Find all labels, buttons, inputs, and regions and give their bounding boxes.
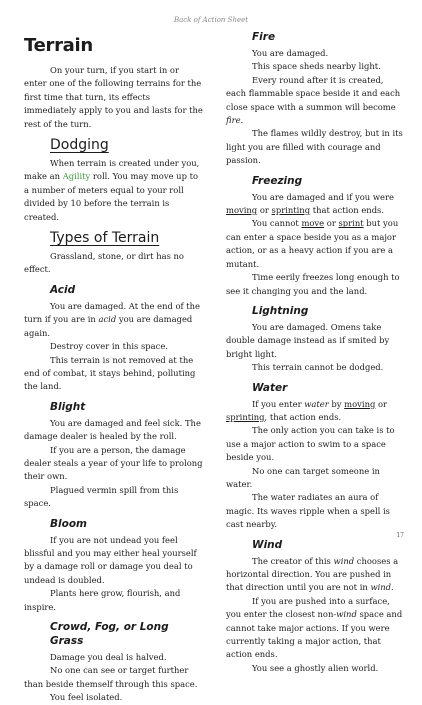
freezing-text-2 xyxy=(226,217,404,271)
wind-text-2c: space and cannot take major actions. If you were currently taking a major action, that action ends. xyxy=(226,609,403,660)
wind-heading: Wind xyxy=(252,538,283,551)
freezing-text-1a: You are damaged and if you were xyxy=(252,191,394,202)
blight-text-3: Plagued vermin spill from this space. xyxy=(24,484,179,509)
crowd-text-2: No one can see or target further than beside themself through this space. xyxy=(24,665,198,689)
acid-heading: Acid xyxy=(50,283,76,296)
freezing-text-1e: that action ends. xyxy=(310,205,385,216)
wind-keyword: wind xyxy=(370,582,392,593)
fire-text-2: This space sheds nearby light. xyxy=(252,61,381,72)
water-text-1a: If you enter xyxy=(252,398,305,409)
acid-text-2: Destroy cover in this space. xyxy=(50,341,168,352)
page-title: Terrain xyxy=(24,35,93,56)
lightning-heading: Lightning xyxy=(252,304,309,317)
acid-text-1 xyxy=(24,300,204,340)
fire-keyword: fire xyxy=(226,115,241,126)
wind-text-2 xyxy=(226,595,404,662)
fire-text-3 xyxy=(226,74,404,128)
water-text-1c: by xyxy=(328,398,345,409)
water-text-2: The only action you can take is to use a major action to swim to a space beside you. xyxy=(226,425,395,463)
water-text-3: No one can target someone in water. xyxy=(226,465,380,489)
fire-text-1: You are damaged. xyxy=(252,48,329,58)
agility-keyword: Agility xyxy=(62,171,91,182)
freezing-text-2a: You cannot xyxy=(252,218,302,229)
water-keyword: water xyxy=(304,398,329,409)
water-text-1g: , that action ends. xyxy=(264,411,342,422)
wind-text-3: You see a ghostly alien world. xyxy=(252,662,379,673)
fire-text-3c: . xyxy=(240,115,244,126)
water-text-1e: or xyxy=(375,398,388,409)
moving-link[interactable]: moving xyxy=(226,205,258,216)
water-heading: Water xyxy=(252,381,288,394)
terrain-intro: On your turn, if you start in or enter one of the following terrains for the first time that turn, its effects immediately apply to you and lasts for the rest of the turn. xyxy=(24,65,203,129)
types-heading: Types of Terrain xyxy=(50,230,160,247)
dodging-heading: Dodging xyxy=(50,137,109,154)
left-column xyxy=(24,30,204,705)
crowd-text-1: Damage you deal is halved. xyxy=(50,652,167,662)
bloom-text-2: Plants here grow, flourish, and inspire. xyxy=(24,588,181,612)
moving-link[interactable]: moving xyxy=(344,398,376,409)
lightning-text-1: You are damaged. Omens take double damage instead as if smited by bright light. xyxy=(226,321,390,359)
water-text-1 xyxy=(226,398,404,425)
blight-heading: Blight xyxy=(50,400,86,413)
right-column xyxy=(226,30,404,675)
bloom-heading: Bloom xyxy=(50,517,87,530)
acid-text-3: This terrain is not removed at the end of combat, it stays behind, polluting the land. xyxy=(24,354,196,392)
wind-keyword: wind xyxy=(333,555,355,566)
wind-text-2a: If you are pushed into a surface, you enter the closest non- xyxy=(226,595,390,620)
wind-keyword: wind xyxy=(336,609,357,620)
crowd-heading: Crowd, Fog, or Long Grass xyxy=(50,621,169,647)
wind-text-1e: . xyxy=(391,582,394,593)
water-text-4: The water radiates an aura of magic. Its waves ripple when a spell is cast nearby. xyxy=(226,492,390,530)
wind-text-1a: The creator of this xyxy=(252,555,334,566)
page-header: Back of Action Sheet xyxy=(173,16,249,24)
dodging-text-end: roll. You may move up to a number of meters equal to your roll divided by 10 before the terrain is created. xyxy=(24,171,199,222)
fire-text-4: The flames wildly destroy, but in its light you are filled with courage and passion. xyxy=(226,128,403,166)
wind-text-1c: chooses a horizontal direction. You are pushed in that direction until you are not in xyxy=(226,555,399,593)
page-number: 17 xyxy=(396,532,404,539)
lightning-text-2: This terrain cannot be dodged. xyxy=(252,362,384,373)
freezing-text-2c: or xyxy=(324,218,339,229)
sprinting-link[interactable]: sprinting xyxy=(226,411,265,422)
acid-text-1a: You are damaged. At the end of the turn if you are in xyxy=(24,300,201,325)
sprint-link[interactable]: sprint xyxy=(338,218,364,229)
dodging-text xyxy=(24,157,204,224)
types-text: Grassland, stone, or dirt has no effect. xyxy=(24,251,184,275)
freezing-text-3: Time eerily freezes long enough to see it changing you and the land. xyxy=(226,272,400,296)
acid-text-1c: you are damaged again. xyxy=(24,314,193,338)
sprinting-link[interactable]: sprinting xyxy=(271,205,311,216)
freezing-text-1c: or xyxy=(257,205,272,216)
fire-heading: Fire xyxy=(252,31,276,43)
dodging-text-start: When terrain is created under you, make an xyxy=(24,158,200,182)
move-link[interactable]: move xyxy=(301,218,325,229)
freezing-text-2e: but you can enter a space beside you as a major action, or as a heavy action if you are a mutant. xyxy=(226,218,399,269)
wind-text-1 xyxy=(226,555,404,595)
fire-text-3a: Every round after it is created, each flammable space beside it and each close space with a summon will become xyxy=(226,74,401,112)
bloom-text-1: If you are not undead you feel blissful and you may either heal yourself by a damage roll or damage you deal to undead is doubled. xyxy=(24,534,197,585)
acid-keyword: acid xyxy=(98,314,117,325)
crowd-text-3: You feel isolated. xyxy=(50,692,123,703)
blight-text-2: If you are a person, the damage dealer steals a year of your life to prolong their own. xyxy=(24,444,203,482)
blight-text-1: You are damaged and feel sick. The damage dealer is healed by the roll. xyxy=(24,417,201,442)
freezing-heading: Freezing xyxy=(252,174,303,187)
freezing-text-1 xyxy=(226,191,404,218)
